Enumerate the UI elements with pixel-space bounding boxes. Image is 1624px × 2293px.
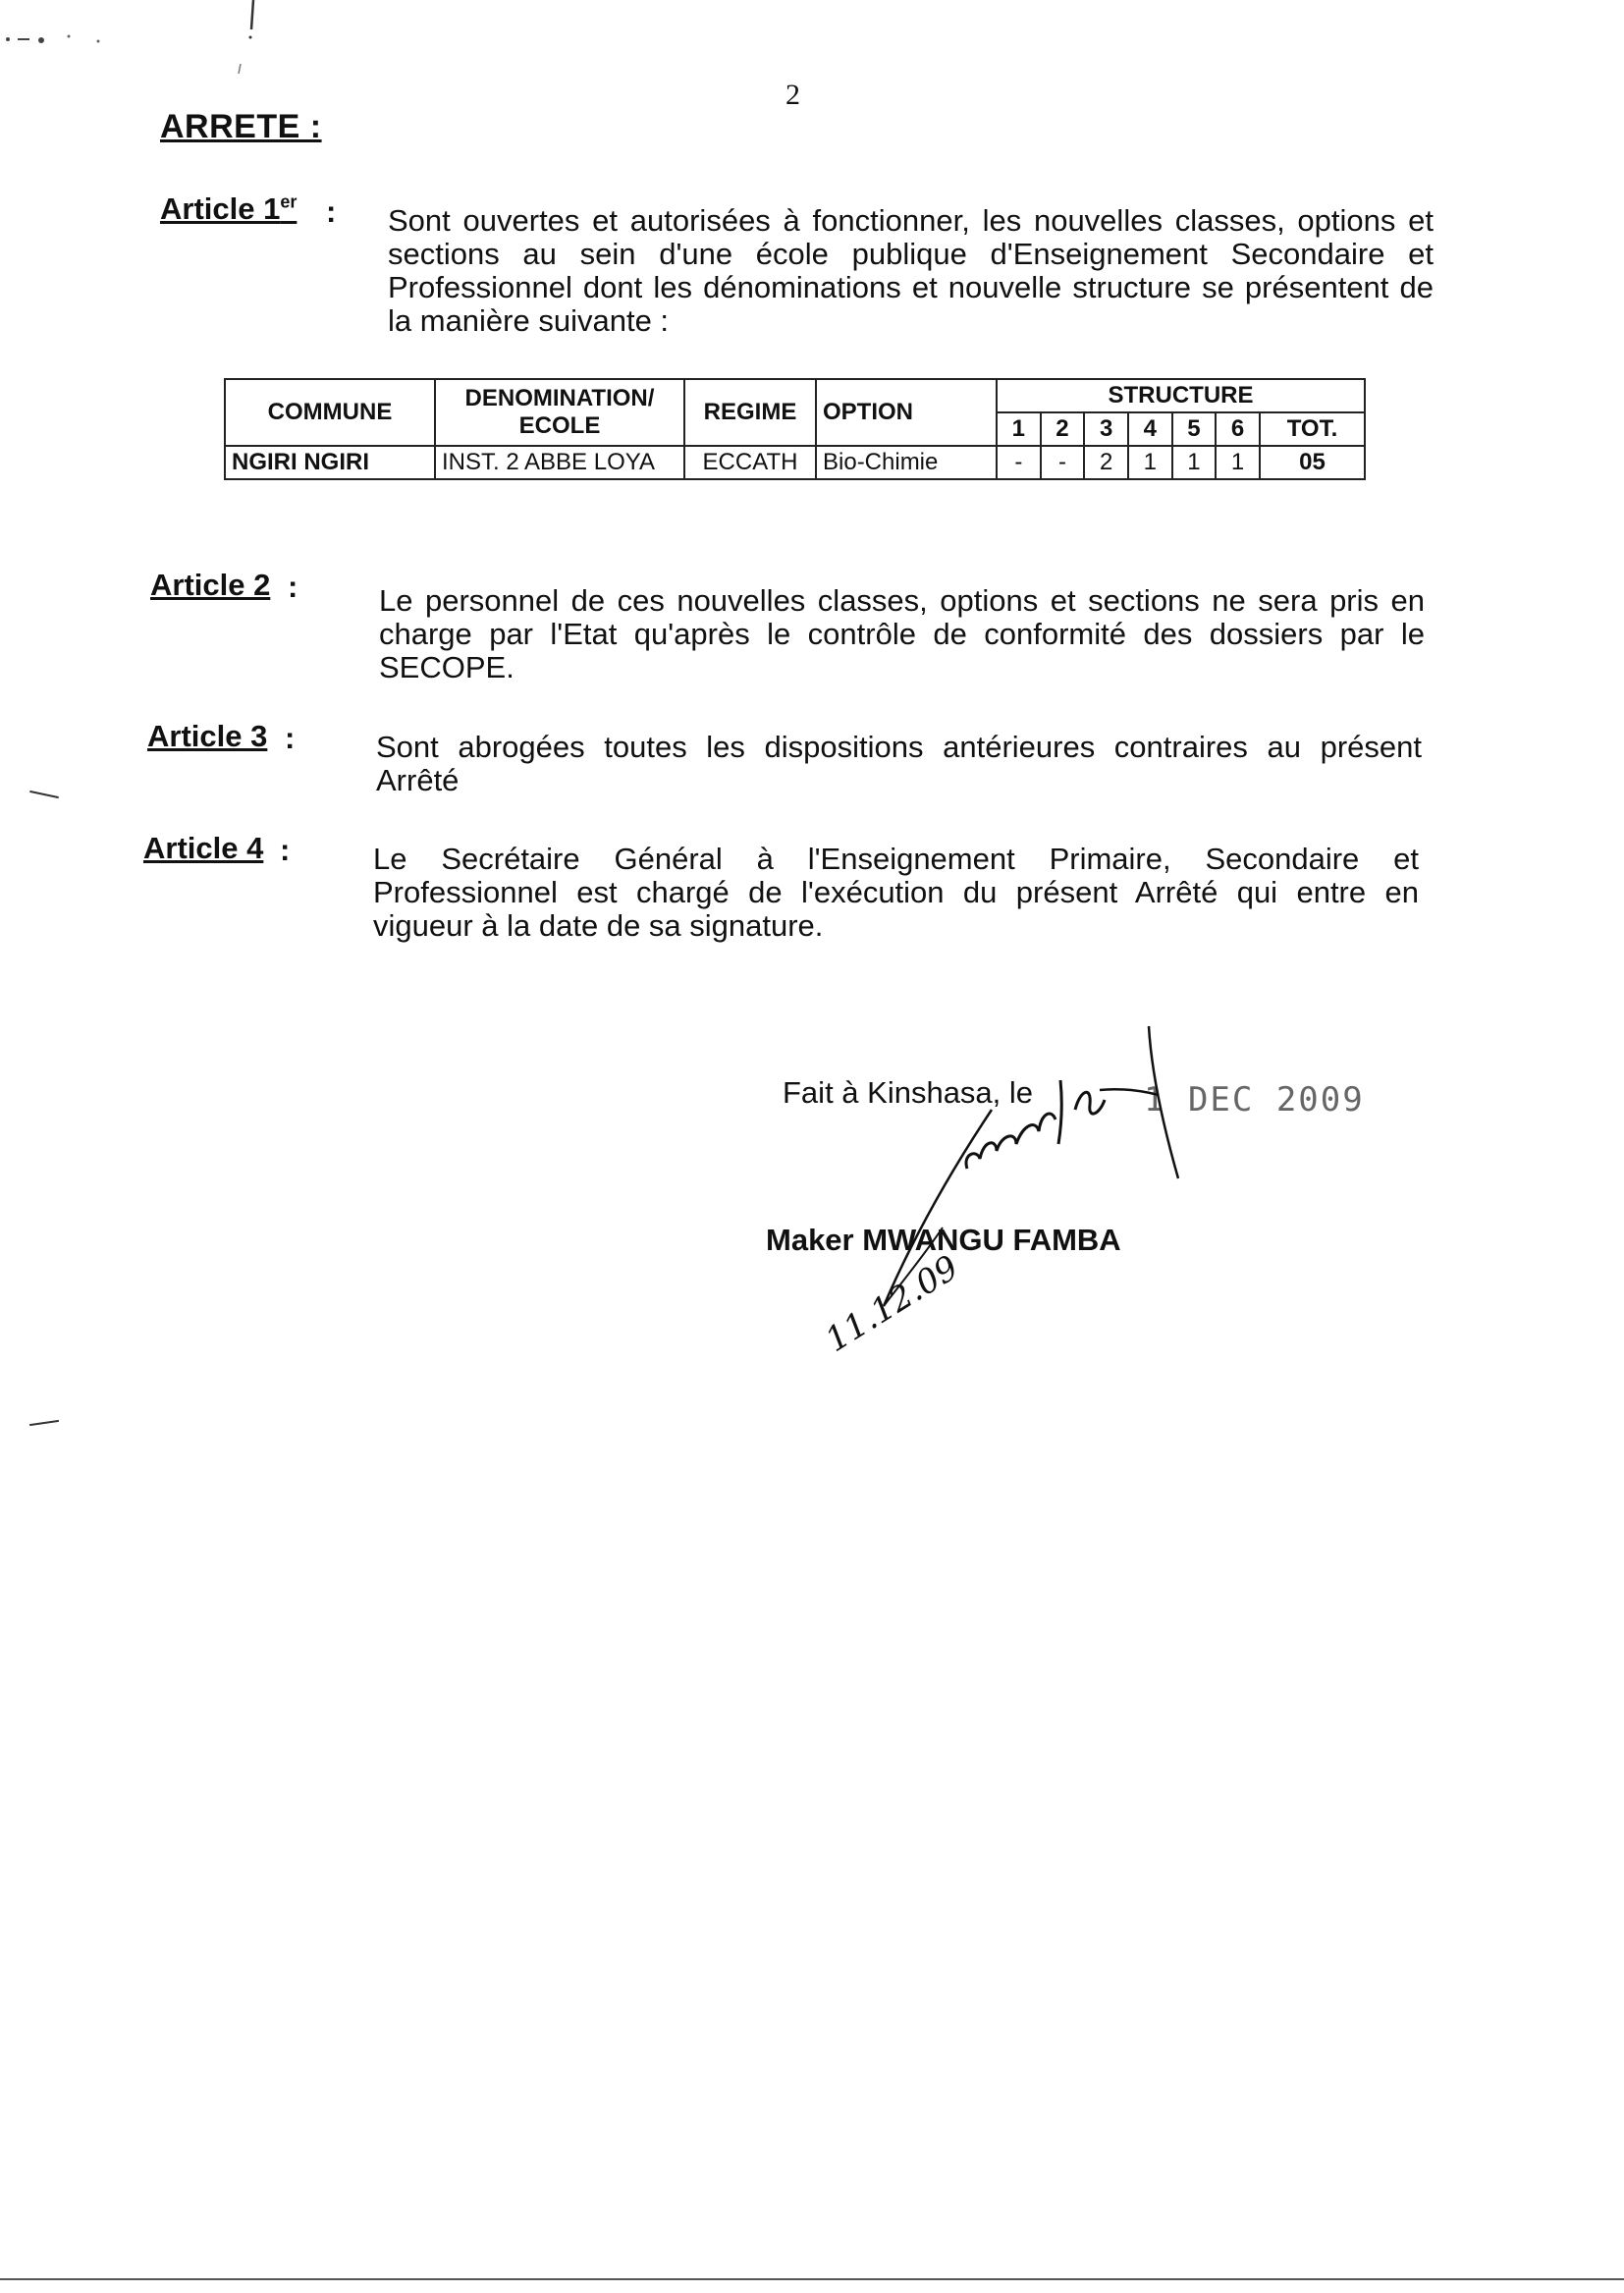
cell-total: 05 (1260, 446, 1365, 479)
article-1-colon: : (326, 194, 337, 229)
structure-table (224, 378, 1366, 480)
cell-col-5: 1 (1172, 446, 1217, 479)
header-structure: STRUCTURE (997, 379, 1365, 412)
cell-col-4: 1 (1128, 446, 1172, 479)
margin-mark (29, 1420, 59, 1426)
header-col-5: 5 (1172, 412, 1217, 446)
article-2-label: Article 2 (150, 568, 271, 602)
margin-mark (29, 791, 59, 798)
article-2-colon: : (288, 570, 298, 604)
table-header-row (225, 379, 1365, 412)
header-option: OPTION (816, 379, 997, 446)
article-4-text: Le Secrétaire Général à l'Enseignement Primaire, Secondaire et Professionnel est chargé de l'exécution du présent Arrêté qui entre en vigueur à la date de sa signature. (373, 842, 1419, 943)
cell-option: Bio-Chimie (816, 446, 997, 479)
article-4-label: Article 4 (143, 831, 264, 865)
header-col-1: 1 (997, 412, 1041, 446)
header-col-4: 4 (1128, 412, 1172, 446)
cell-col-6: 1 (1216, 446, 1260, 479)
header-regime: REGIME (684, 379, 816, 446)
signatory-name: Maker MWANGU FAMBA (766, 1223, 1121, 1257)
handwritten-date: 11.12.09 (818, 1247, 966, 1360)
article-2-text: Le personnel de ces nouvelles classes, options et sections ne sera pris en charge par l'Etat qu'après le contrôle de conformité des dossiers par le SECOPE. (379, 583, 1425, 684)
table-row (225, 446, 1365, 479)
cell-col-3: 2 (1084, 446, 1128, 479)
article-1-label: Article 1er (160, 191, 298, 226)
article-3-text: Sont abrogées toutes les dispositions antérieures contraires au présent Arrêté (376, 730, 1422, 797)
scan-bottom-edge (0, 2278, 1624, 2280)
article-3-colon: : (285, 721, 296, 755)
page-number: 2 (785, 79, 800, 111)
decree-heading: ARRETE : (160, 108, 322, 145)
cell-commune: NGIRI NGIRI (225, 446, 435, 479)
header-col-2: 2 (1041, 412, 1085, 446)
scan-artifact-marks (0, 0, 295, 79)
article-1-text: Sont ouvertes et autorisées à fonctionner, les nouvelles classes, options et sections au sein d'une école publique d'Enseignement Secondaire et Professionnel dont les dénominations et nouvelle structure se présentent de la manière suivante : (388, 203, 1434, 338)
header-commune: COMMUNE (225, 379, 435, 446)
cell-col-2: - (1041, 446, 1085, 479)
header-col-6: 6 (1216, 412, 1260, 446)
cell-denomination: INST. 2 ABBE LOYA (435, 446, 684, 479)
article-3-label: Article 3 (147, 719, 268, 753)
header-col-total: TOT. (1260, 412, 1365, 446)
cell-regime: ECCATH (684, 446, 816, 479)
header-denomination: DENOMINATION/ ECOLE (435, 379, 684, 446)
cell-col-1: - (997, 446, 1041, 479)
date-stamp: 1 DEC 2009 (1144, 1080, 1365, 1119)
header-col-3: 3 (1084, 412, 1128, 446)
place-and-date-label: Fait à Kinshasa, le (783, 1075, 1034, 1110)
article-4-colon: : (280, 833, 291, 867)
